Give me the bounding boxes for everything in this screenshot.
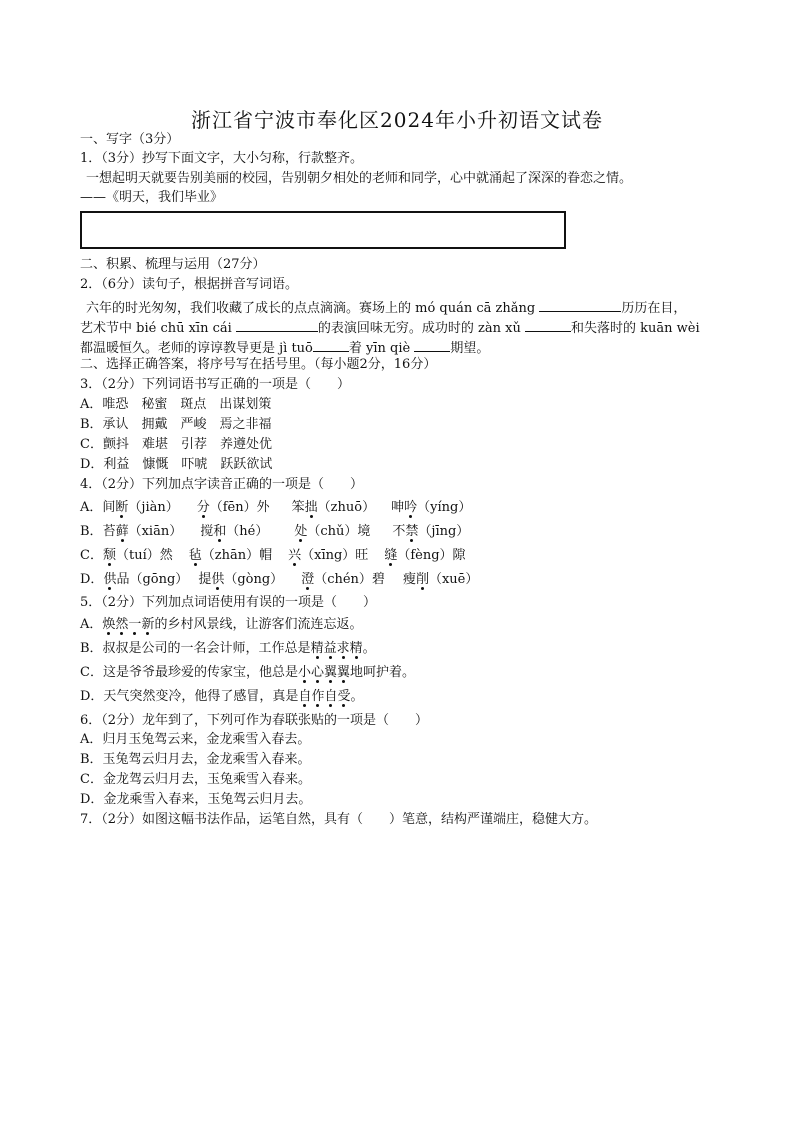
section-2-heading: 二、积累、梳理与运用（27分） xyxy=(80,257,266,272)
dotted-char: 翼 xyxy=(323,665,337,680)
question-6-stem: 6．（2分）龙年到了，下列可作为春联张贴的一项是（ ） xyxy=(80,713,429,728)
question-4-option-c[interactable]: C．颓（tuí）然 毡（zhān）帽 兴（xīng）旺 缝（fèng）隙 xyxy=(80,548,466,563)
copy-passage: 一想起明天就要告别美丽的校园，告别朝夕相处的老师和同学，心中就涌起了深深的眷恋之情。 xyxy=(86,171,633,186)
question-5-option-d[interactable]: D．天气突然变冷，他得了感冒，真是自作自受。 xyxy=(80,689,364,704)
dotted-char: 求 xyxy=(336,641,350,656)
question-3-option-d[interactable]: D．利益 慷慨 吓唬 跃跃欲试 xyxy=(80,457,273,472)
question-3-option-c[interactable]: C．颤抖 难堪 引荐 养遵处优 xyxy=(80,437,272,452)
passage-text: 艺术节中 bié chū xīn cái xyxy=(80,321,236,336)
pinyin-passage-line-1 xyxy=(86,297,686,318)
answer-blank[interactable] xyxy=(236,317,318,332)
question-6-option-c[interactable]: C．金龙驾云归月去，玉兔乘雪入春来。 xyxy=(80,772,311,787)
question-7-stem: 7．（2分）如图这幅书法作品，运笔自然，具有（ ）笔意，结构严谨端庄，稳健大方。 xyxy=(80,812,598,827)
dotted-char: 精 xyxy=(349,641,363,656)
question-6-option-d[interactable]: D．金龙乘雪入春来，玉兔驾云归月去。 xyxy=(80,792,312,807)
question-4-option-d[interactable]: D．供品（gōng） 提供（gòng） 澄（chén）碧 瘦削（xuē） xyxy=(80,572,479,587)
passage-text: 期望。 xyxy=(450,341,490,356)
dotted-char: 一 xyxy=(128,617,142,632)
passage-text: 着 yīn qiè xyxy=(348,341,415,356)
dotted-char: 新 xyxy=(141,617,155,632)
passage-text: 都温暖恒久。老师的谆谆教导更是 jì tuō xyxy=(80,341,313,356)
question-6-option-a[interactable]: A．归月玉兔驾云来，金龙乘雪入春去。 xyxy=(80,732,311,747)
pinyin-passage-line-2 xyxy=(80,317,700,338)
choice-section-heading: 二、选择正确答案，将序号写在括号里。（每小题2分，16分） xyxy=(80,357,437,372)
dotted-phrase xyxy=(102,617,154,632)
dotted-char: 自 xyxy=(324,689,338,704)
dotted-char: 受 xyxy=(337,689,351,704)
answer-blank[interactable] xyxy=(525,317,571,332)
answer-blank[interactable] xyxy=(539,297,621,312)
question-4-stem: 4．（2分）下列加点字读音正确的一项是（ ） xyxy=(80,477,364,492)
answer-blank[interactable] xyxy=(414,337,450,352)
question-4-option-b[interactable]: B．苔藓（xiān） 搅和（hé） 处（chǔ）境 不禁（jīng） xyxy=(80,524,470,539)
question-5-option-a[interactable]: A．焕然一新的乡村风景线，让游客们流连忘返。 xyxy=(80,617,363,632)
copy-passage-source: ——《明天，我们毕业》 xyxy=(80,190,224,205)
passage-text: 和失落时的 kuān wèi xyxy=(571,321,700,336)
pinyin-passage-line-3 xyxy=(80,337,489,358)
copy-answer-box[interactable] xyxy=(80,211,566,249)
dotted-char: 益 xyxy=(323,641,337,656)
dotted-char: 自 xyxy=(298,689,312,704)
dotted-phrase xyxy=(298,665,350,680)
question-3-stem: 3．（2分）下列词语书写正确的一项是（ ） xyxy=(80,377,351,392)
question-6-option-b[interactable]: B．玉兔驾云归月去，金龙乘雪入春来。 xyxy=(80,752,311,767)
answer-blank[interactable] xyxy=(313,337,349,352)
question-2-stem: 2．（6分）读句子，根据拼音写词语。 xyxy=(80,277,299,292)
dotted-char: 焕 xyxy=(102,617,116,632)
question-5-option-c[interactable]: C．这是爷爷最珍爱的传家宝，他总是小心翼翼地呵护着。 xyxy=(80,665,416,680)
dotted-phrase xyxy=(298,689,350,704)
question-5-stem: 5．（2分）下列加点词语使用有误的一项是（ ） xyxy=(80,595,377,610)
question-5-option-b[interactable]: B．叔叔是公司的一名会计师，工作总是精益求精。 xyxy=(80,641,376,656)
question-3-option-a[interactable]: A．唯恐 秘蜜 斑点 出谋划策 xyxy=(80,397,272,412)
dotted-char: 精 xyxy=(310,641,324,656)
dotted-char: 翼 xyxy=(337,665,351,680)
section-1-heading: 一、写字（3分） xyxy=(80,132,180,147)
dotted-char: 心 xyxy=(310,665,324,680)
question-3-option-b[interactable]: B．承认 拥戴 严峻 焉之非福 xyxy=(80,417,272,432)
dotted-char: 小 xyxy=(297,665,311,680)
passage-text: 历历在目， xyxy=(621,301,687,316)
page-title: 浙江省宁波市奉化区2024年小升初语文试卷 xyxy=(191,108,603,132)
dotted-char: 作 xyxy=(311,689,325,704)
passage-text: 六年的时光匆匆，我们收藏了成长的点点滴滴。赛场上的 mó quán cā zhǎng xyxy=(86,301,540,316)
passage-text: 的表演回味无穷。成功时的 zàn xǔ xyxy=(317,321,525,336)
dotted-char: 然 xyxy=(115,617,129,632)
dotted-phrase xyxy=(311,641,363,656)
question-1-stem: 1．（3分）抄写下面文字，大小匀称，行款整齐。 xyxy=(80,151,364,166)
question-4-option-a[interactable]: A．间断（jiàn） 分（fēn）外 笨拙（zhuō） 呻吟（yíng） xyxy=(80,500,472,515)
